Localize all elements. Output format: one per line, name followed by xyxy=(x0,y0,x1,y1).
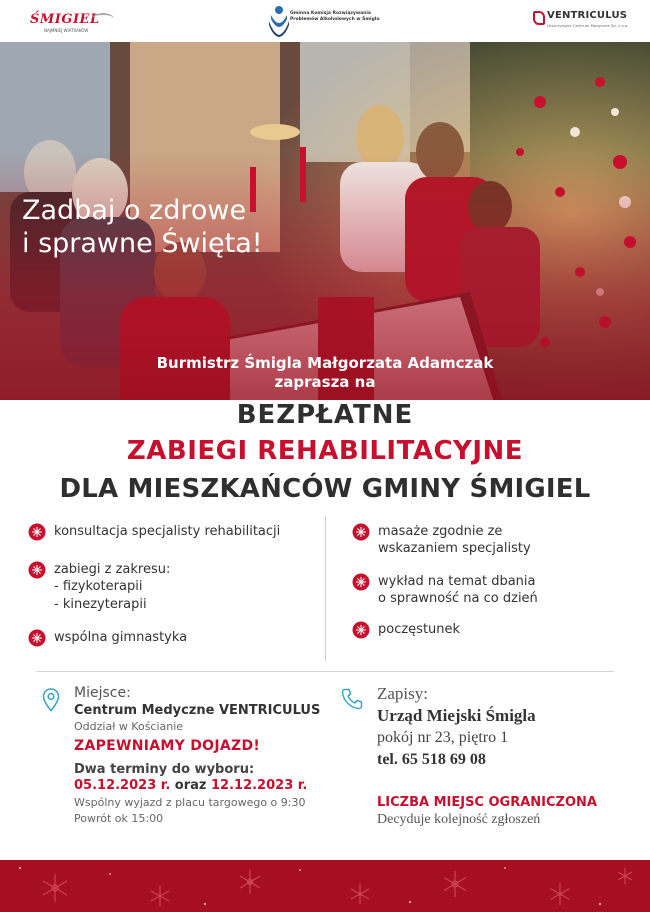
title-block xyxy=(0,400,650,512)
transport-note: ZAPEWNIAMY DOJAZD! xyxy=(74,738,261,754)
location-dept: Oddział w Kościanie xyxy=(74,720,184,733)
registration-label: Zapisy: xyxy=(377,684,428,703)
list-item-label: masaże zgodnie ze xyxy=(378,524,503,539)
date-1: 05.12.2023 r. xyxy=(74,778,171,793)
inviter-line2: zaprasza na xyxy=(274,373,376,391)
hero-headline-line2: i sprawne Święta! xyxy=(22,228,263,259)
commission-logo-text: Gminna Komisja Rozwiązywania Problemów Alkoholowych w Śmiglu xyxy=(290,11,380,22)
christmas-ornament-icon xyxy=(352,621,370,639)
return-note: Powrót ok 15:00 xyxy=(74,812,164,825)
hero-headline-line1: Zadbaj o zdrowe xyxy=(22,195,247,226)
hands-icon xyxy=(268,5,290,37)
registration-phone: tel. 65 518 69 08 xyxy=(377,751,486,768)
terms-dates xyxy=(74,778,344,794)
header xyxy=(0,0,650,42)
inviter-text xyxy=(0,354,650,392)
section-divider xyxy=(36,671,614,672)
smigiel-logo-name: ŚMIGIEL xyxy=(30,12,100,27)
column-divider xyxy=(325,516,326,661)
commission-logo xyxy=(268,5,398,37)
list-item-sub: - fizykoterapii xyxy=(54,579,143,594)
location-name: Centrum Medyczne VENTRICULUS xyxy=(74,703,321,718)
ventriculus-logo-name: VENTRICULUS xyxy=(547,10,628,21)
smigiel-logo-tagline: NAJMNIEJ WIATRAKÓW xyxy=(44,28,89,33)
list-item-label: wspólna gimnastyka xyxy=(54,630,188,645)
phone-icon xyxy=(340,687,364,711)
terms-heading: Dwa terminy do wyboru: xyxy=(74,762,255,777)
inviter-line1: Burmistrz Śmigla Małgorzata Adamczak xyxy=(156,354,494,372)
departure-note: Wspólny wyjazd z placu targowego o 9:30 xyxy=(74,796,306,809)
list-item-sub: wskazaniem specjalisty xyxy=(378,541,531,556)
footer-band xyxy=(0,860,650,912)
christmas-ornament-icon xyxy=(28,523,46,541)
title-line3: DLA MIESZKAŃCÓW GMINY ŚMIGIEL xyxy=(59,474,591,504)
hero-headline xyxy=(22,194,263,260)
christmas-ornament-icon xyxy=(28,561,46,579)
ventriculus-logo xyxy=(533,10,643,34)
event-info xyxy=(0,680,650,860)
terms-join: oraz xyxy=(170,778,211,793)
list-item-label: konsultacja specjalisty rehabilitacji xyxy=(54,524,281,539)
order-note: Decyduje kolejność zgłoszeń xyxy=(377,812,541,827)
location-pin-icon xyxy=(42,688,60,712)
list-item-label: poczęstunek xyxy=(378,622,461,637)
christmas-ornament-icon xyxy=(28,629,46,647)
title-line2: ZABIEGI REHABILITACYJNE xyxy=(126,436,524,466)
limit-note: LICZBA MIEJSC OGRANICZONA xyxy=(377,795,597,810)
registration-room: pokój nr 23, piętro 1 xyxy=(377,729,509,746)
windmill-icon xyxy=(92,13,114,25)
location-block xyxy=(74,684,344,826)
offer-list xyxy=(0,516,650,666)
list-item-label: wykład na temat dbania xyxy=(378,574,536,589)
christmas-ornament-icon xyxy=(352,523,370,541)
registration-office: Urząd Miejski Śmigla xyxy=(377,706,536,725)
smigiel-logo xyxy=(30,10,120,36)
christmas-ornament-icon xyxy=(352,573,370,591)
snowflake-pattern xyxy=(0,860,650,912)
ventriculus-logo-tagline: Leszczyńskie Centrum Medyczne Sp. z o.o. xyxy=(547,23,629,28)
location-label: Miejsce: xyxy=(74,685,131,701)
list-item-label: zabiegi z zakresu: xyxy=(54,562,171,577)
list-item-sub: o sprawność na co dzień xyxy=(378,591,538,606)
title-line1: BEZPŁATNE xyxy=(236,400,414,430)
date-2: 12.12.2023 r. xyxy=(211,778,308,793)
ventriculus-mark-icon xyxy=(533,11,545,25)
list-item-sub: - kinezyterapii xyxy=(54,597,147,612)
registration-block xyxy=(377,684,637,828)
